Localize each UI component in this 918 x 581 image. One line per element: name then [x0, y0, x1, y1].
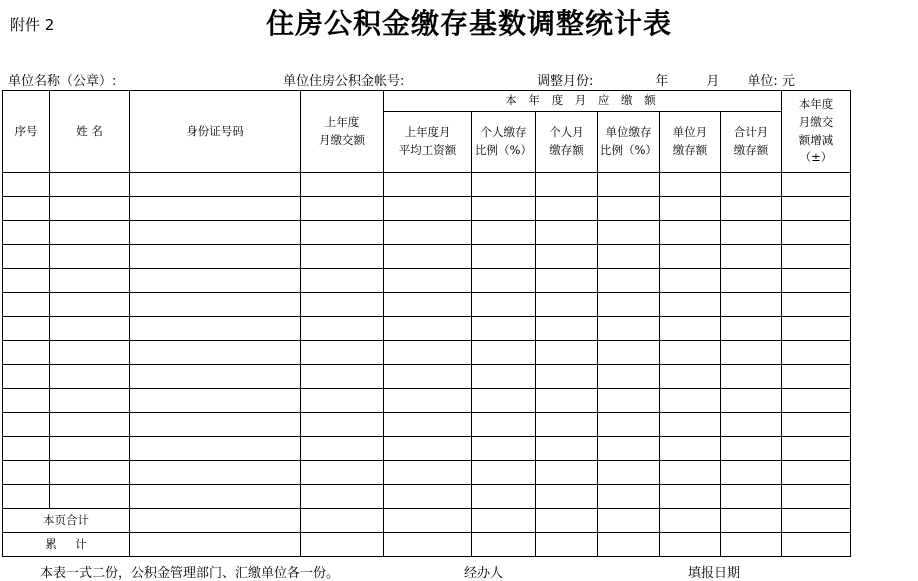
table-cell[interactable] — [130, 293, 301, 317]
table-cell[interactable] — [472, 437, 536, 461]
table-cell[interactable] — [660, 221, 721, 245]
table-cell[interactable] — [384, 413, 472, 437]
table-cell[interactable] — [472, 221, 536, 245]
table-row — [3, 365, 851, 389]
table-cell[interactable] — [3, 269, 50, 293]
table-cell[interactable] — [130, 317, 301, 341]
table-cell[interactable] — [384, 173, 472, 197]
table-cell[interactable] — [660, 461, 721, 485]
table-cell[interactable] — [782, 509, 851, 533]
table-cell[interactable] — [50, 197, 130, 221]
table-cell[interactable] — [472, 365, 536, 389]
table-cell[interactable] — [782, 389, 851, 413]
statistics-table — [2, 90, 851, 557]
table-cell[interactable] — [721, 437, 782, 461]
table-cell[interactable] — [3, 317, 50, 341]
table-cell[interactable] — [130, 509, 301, 533]
table-cell[interactable] — [598, 509, 660, 533]
table-cell[interactable] — [3, 341, 50, 365]
table-cell[interactable] — [130, 173, 301, 197]
table-cell[interactable] — [472, 461, 536, 485]
table-cell[interactable] — [472, 245, 536, 269]
table-cell[interactable] — [536, 341, 598, 365]
table-cell[interactable] — [301, 341, 384, 365]
table-cell[interactable] — [3, 221, 50, 245]
table-cell[interactable] — [472, 389, 536, 413]
table-cell[interactable] — [50, 245, 130, 269]
table-row — [3, 413, 851, 437]
table-cell[interactable] — [660, 437, 721, 461]
table-cell[interactable] — [472, 317, 536, 341]
table-cell[interactable] — [3, 413, 50, 437]
footer-date: 填报日期 — [688, 566, 741, 581]
table-cell[interactable] — [782, 197, 851, 221]
table-cell[interactable] — [536, 197, 598, 221]
table-cell[interactable] — [130, 485, 301, 509]
table-cell[interactable] — [130, 341, 301, 365]
table-row — [3, 269, 851, 293]
table-cell[interactable] — [721, 341, 782, 365]
year-label: 年 — [655, 74, 669, 89]
table-cell[interactable] — [536, 533, 598, 557]
table-cell[interactable] — [721, 269, 782, 293]
table-cell[interactable] — [660, 413, 721, 437]
table-cell[interactable] — [3, 365, 50, 389]
table-cell[interactable] — [598, 269, 660, 293]
table-cell[interactable] — [301, 485, 384, 509]
table-cell[interactable] — [660, 485, 721, 509]
table-cell[interactable] — [598, 389, 660, 413]
table-cell[interactable] — [50, 365, 130, 389]
table-cell[interactable] — [384, 485, 472, 509]
subtotal-row — [3, 509, 851, 533]
table-cell[interactable] — [782, 293, 851, 317]
table-cell[interactable] — [660, 509, 721, 533]
table-cell[interactable] — [384, 341, 472, 365]
table-cell[interactable] — [660, 173, 721, 197]
table-cell[interactable] — [50, 461, 130, 485]
table-row — [3, 221, 851, 245]
month-label: 月 — [706, 74, 720, 89]
page-title: 住房公积金缴存基数调整统计表 — [265, 7, 672, 40]
header-personal-ratio: 个人缴存 比例（%） — [472, 112, 536, 173]
table-cell[interactable] — [130, 413, 301, 437]
table-cell[interactable] — [782, 437, 851, 461]
table-cell[interactable] — [660, 533, 721, 557]
table-cell[interactable] — [130, 365, 301, 389]
header-current-year-group: 本 年 度 月 应 缴 额 — [384, 91, 782, 112]
table-cell[interactable] — [3, 461, 50, 485]
table-cell[interactable] — [536, 269, 598, 293]
table-row — [3, 293, 851, 317]
table-cell[interactable] — [598, 533, 660, 557]
header-personal-monthly: 个人月 缴存额 — [536, 112, 598, 173]
table-cell[interactable] — [50, 485, 130, 509]
table-cell[interactable] — [472, 413, 536, 437]
table-cell[interactable] — [130, 389, 301, 413]
table-cell[interactable] — [50, 341, 130, 365]
table-cell[interactable] — [384, 317, 472, 341]
table-cell[interactable] — [50, 437, 130, 461]
table-cell[interactable] — [598, 413, 660, 437]
table-cell[interactable] — [536, 485, 598, 509]
table-cell[interactable] — [130, 269, 301, 293]
table-cell[interactable] — [472, 269, 536, 293]
table-cell[interactable] — [721, 173, 782, 197]
header-unit-ratio: 单位缴存 比例（%） — [598, 112, 660, 173]
table-cell[interactable] — [472, 509, 536, 533]
table-cell[interactable] — [3, 197, 50, 221]
table-cell[interactable] — [50, 317, 130, 341]
table-cell[interactable] — [301, 293, 384, 317]
table-cell[interactable] — [384, 461, 472, 485]
table-cell[interactable] — [536, 293, 598, 317]
table-cell[interactable] — [301, 437, 384, 461]
table-cell[interactable] — [3, 389, 50, 413]
table-cell[interactable] — [50, 269, 130, 293]
table-cell[interactable] — [130, 533, 301, 557]
table-cell[interactable] — [721, 365, 782, 389]
table-row — [3, 197, 851, 221]
account-label: 单位住房公积金帐号: — [283, 74, 405, 89]
table-cell[interactable] — [721, 389, 782, 413]
table-cell[interactable] — [598, 437, 660, 461]
table-cell[interactable] — [721, 293, 782, 317]
table-cell[interactable] — [130, 461, 301, 485]
table-cell[interactable] — [598, 245, 660, 269]
table-cell[interactable] — [782, 365, 851, 389]
table-cell[interactable] — [536, 173, 598, 197]
header-unit-monthly: 单位月 缴存额 — [660, 112, 721, 173]
table-row — [3, 437, 851, 461]
table-cell[interactable] — [301, 389, 384, 413]
table-row — [3, 461, 851, 485]
table-cell[interactable] — [598, 461, 660, 485]
table-cell[interactable] — [301, 509, 384, 533]
table-cell[interactable] — [50, 293, 130, 317]
table-cell[interactable] — [721, 317, 782, 341]
table-cell[interactable] — [660, 293, 721, 317]
table-cell[interactable] — [384, 509, 472, 533]
table-cell[interactable] — [301, 413, 384, 437]
table-cell[interactable] — [536, 509, 598, 533]
table-cell[interactable] — [660, 365, 721, 389]
table-cell[interactable] — [50, 173, 130, 197]
table-cell[interactable] — [3, 437, 50, 461]
table-cell[interactable] — [384, 269, 472, 293]
table-cell[interactable] — [721, 197, 782, 221]
table-cell[interactable] — [3, 485, 50, 509]
table-cell[interactable] — [50, 221, 130, 245]
table-cell[interactable] — [472, 341, 536, 365]
table-cell[interactable] — [536, 317, 598, 341]
table-row — [3, 341, 851, 365]
table-cell[interactable] — [536, 365, 598, 389]
table-cell[interactable] — [301, 365, 384, 389]
table-cell[interactable] — [721, 413, 782, 437]
table-cell[interactable] — [301, 317, 384, 341]
table-cell[interactable] — [50, 389, 130, 413]
attachment-label: 附件 2 — [10, 16, 55, 34]
table-cell[interactable] — [130, 245, 301, 269]
table-cell[interactable] — [301, 245, 384, 269]
table-row — [3, 173, 851, 197]
total-row — [3, 533, 851, 557]
table-cell[interactable] — [536, 389, 598, 413]
table-cell[interactable] — [721, 533, 782, 557]
table-cell[interactable] — [660, 389, 721, 413]
adjust-month-label: 调整月份: — [537, 74, 594, 89]
table-cell[interactable] — [782, 533, 851, 557]
table-cell[interactable] — [782, 245, 851, 269]
table-cell[interactable] — [536, 221, 598, 245]
table-cell[interactable] — [721, 461, 782, 485]
table-cell[interactable] — [50, 413, 130, 437]
header-last-year-monthly: 上年度 月缴交额 — [301, 91, 384, 173]
table-cell[interactable] — [472, 197, 536, 221]
table-cell[interactable] — [598, 341, 660, 365]
table-cell[interactable] — [598, 365, 660, 389]
table-row — [3, 389, 851, 413]
table-cell[interactable] — [782, 173, 851, 197]
table-cell[interactable] — [301, 173, 384, 197]
table-cell[interactable] — [301, 533, 384, 557]
header-seq: 序号 — [3, 91, 50, 173]
header-change: 本年度 月缴交 额增减 （±） — [782, 91, 851, 173]
total-row-label: 累 计 — [3, 533, 130, 557]
footer-handler: 经办人 — [464, 566, 504, 581]
table-cell[interactable] — [660, 245, 721, 269]
table-cell[interactable] — [472, 485, 536, 509]
table-cell[interactable] — [472, 173, 536, 197]
footer-note: 本表一式二份，公积金管理部门、汇缴单位各一份。 — [40, 566, 340, 581]
table-row — [3, 245, 851, 269]
table-cell[interactable] — [384, 365, 472, 389]
table-cell[interactable] — [130, 221, 301, 245]
table-cell[interactable] — [598, 293, 660, 317]
table-cell[interactable] — [721, 485, 782, 509]
currency-unit-label: 单位: 元 — [747, 74, 795, 89]
table-cell[interactable] — [301, 461, 384, 485]
table-cell[interactable] — [782, 221, 851, 245]
table-cell[interactable] — [782, 269, 851, 293]
table-cell[interactable] — [536, 461, 598, 485]
table-cell[interactable] — [660, 317, 721, 341]
adjust-month-line — [537, 70, 795, 89]
table-cell[interactable] — [384, 293, 472, 317]
table-cell[interactable] — [301, 269, 384, 293]
table-cell[interactable] — [130, 197, 301, 221]
unit-name-label: 单位名称（公章）: — [8, 74, 117, 89]
table-cell[interactable] — [384, 437, 472, 461]
table-row — [3, 317, 851, 341]
table-cell[interactable] — [598, 197, 660, 221]
table-cell[interactable] — [130, 437, 301, 461]
table-cell[interactable] — [384, 197, 472, 221]
table-cell[interactable] — [384, 245, 472, 269]
table-cell[interactable] — [721, 509, 782, 533]
table-cell[interactable] — [598, 317, 660, 341]
table-cell[interactable] — [782, 317, 851, 341]
header-name: 姓 名 — [50, 91, 130, 173]
table-cell[interactable] — [598, 485, 660, 509]
table-cell[interactable] — [598, 173, 660, 197]
table-cell[interactable] — [536, 413, 598, 437]
table-cell[interactable] — [472, 533, 536, 557]
subtotal-row-label: 本页合计 — [3, 509, 130, 533]
table-row — [3, 485, 851, 509]
table-cell[interactable] — [3, 173, 50, 197]
table-cell[interactable] — [660, 197, 721, 221]
table-cell[interactable] — [384, 533, 472, 557]
header-avg-wage: 上年度月 平均工资额 — [384, 112, 472, 173]
table-cell[interactable] — [384, 389, 472, 413]
table-cell[interactable] — [782, 413, 851, 437]
table-cell[interactable] — [3, 293, 50, 317]
header-total-monthly: 合计月 缴存额 — [721, 112, 782, 173]
table-cell[interactable] — [721, 221, 782, 245]
table-cell[interactable] — [3, 245, 50, 269]
table-cell[interactable] — [782, 461, 851, 485]
header-id-number: 身份证号码 — [130, 91, 301, 173]
table-cell[interactable] — [536, 437, 598, 461]
table-cell[interactable] — [536, 245, 598, 269]
table-cell[interactable] — [660, 269, 721, 293]
table-cell[interactable] — [384, 221, 472, 245]
table-cell[interactable] — [721, 245, 782, 269]
table-cell[interactable] — [598, 221, 660, 245]
table-cell[interactable] — [301, 197, 384, 221]
table-cell[interactable] — [782, 341, 851, 365]
table-cell[interactable] — [782, 485, 851, 509]
table-cell[interactable] — [660, 341, 721, 365]
table-cell[interactable] — [301, 221, 384, 245]
table-cell[interactable] — [472, 293, 536, 317]
